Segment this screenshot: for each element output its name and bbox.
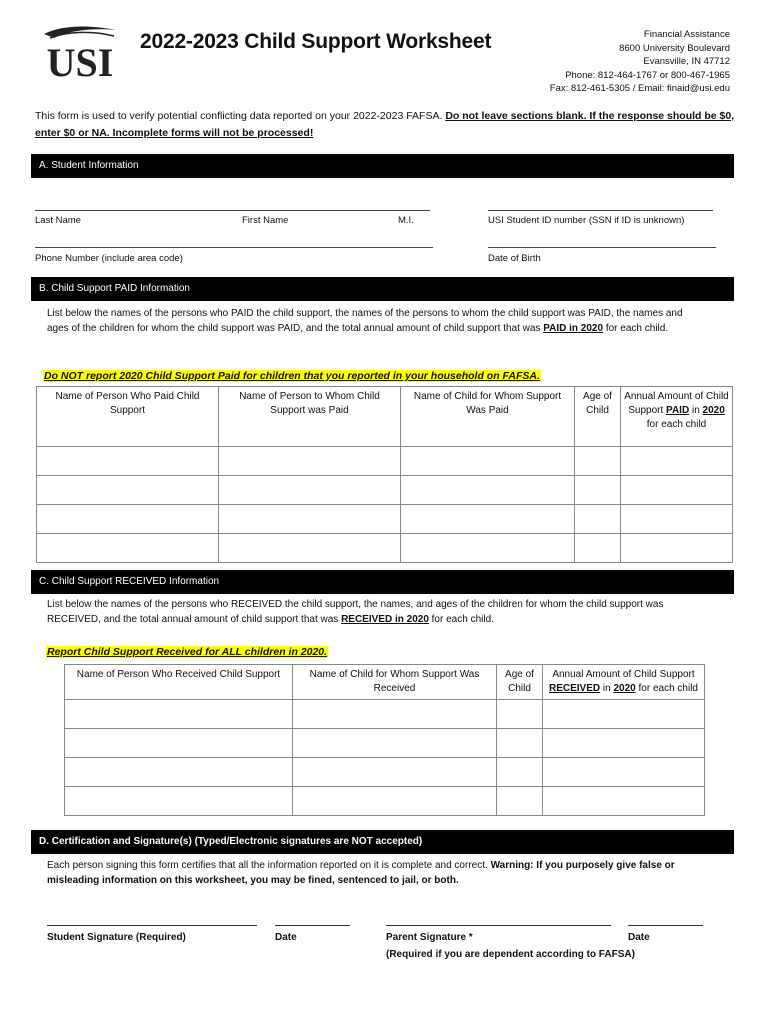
col-child: Name of Child for Whom Support Was Paid [401, 387, 575, 447]
table-cell[interactable] [293, 700, 497, 729]
table-cell[interactable] [219, 476, 401, 505]
table-cell[interactable] [65, 758, 293, 787]
table-cell[interactable] [575, 476, 621, 505]
parent-signature-label: Parent Signature * [386, 932, 473, 943]
mi-label: M.I. [398, 215, 414, 226]
section-c-text: List below the names of the persons who RECEIVED the child support, the names, and ages of the children for whom the child support was RECEIVED, and the total annual amount of child support that was [47, 599, 664, 625]
last-name-label: Last Name [35, 215, 81, 226]
col-amount-year: 2020 [702, 405, 725, 416]
parent-signature-line[interactable] [386, 925, 611, 926]
section-b-instructions [47, 306, 697, 336]
table-header-row [65, 665, 705, 700]
usi-logo [40, 24, 120, 84]
phone-label: Phone Number (include area code) [35, 253, 183, 264]
child-support-paid-table [36, 386, 733, 563]
table-cell[interactable] [401, 505, 575, 534]
table-cell[interactable] [37, 505, 219, 534]
student-date-line[interactable] [275, 925, 350, 926]
section-c-warning [46, 642, 328, 660]
table-cell[interactable] [543, 787, 705, 816]
name-line[interactable] [35, 210, 430, 211]
col-amount [621, 387, 733, 447]
table-cell[interactable] [219, 447, 401, 476]
child-support-received-table [64, 664, 705, 816]
section-b-warning-text: Do NOT report 2020 Child Support Paid for children that you reported in your household on FAFSA. [44, 370, 540, 382]
col-payer: Name of Person Who Paid Child Support [37, 387, 219, 447]
col-recipient: Name of Person Who Received Child Support [65, 665, 293, 700]
table-row [65, 729, 705, 758]
table-cell[interactable] [497, 700, 543, 729]
table-cell[interactable] [65, 729, 293, 758]
table-cell[interactable] [37, 476, 219, 505]
intro-bold: Do not leave sections blank. If the response should be $0, enter $0 or NA. Incomplete forms will not be processed! [35, 110, 735, 139]
table-header-row [37, 387, 733, 447]
section-b-text-end: for each child. [603, 323, 669, 334]
table-cell[interactable] [65, 700, 293, 729]
table-cell[interactable] [401, 447, 575, 476]
table-cell[interactable] [543, 758, 705, 787]
contact-fax-email: Fax: 812-461-5305 / Email: finaid@usi.edu [549, 83, 730, 94]
student-signature-label: Student Signature (Required) [47, 932, 186, 943]
table-cell[interactable] [37, 447, 219, 476]
section-c-text-end: for each child. [428, 614, 494, 625]
table-cell[interactable] [497, 787, 543, 816]
section-c-instructions [47, 597, 697, 627]
table-cell[interactable] [497, 758, 543, 787]
parent-date-label: Date [628, 932, 650, 943]
certification-plain: Each person signing this form certifies that all the information reported on it is complete and correct. [47, 860, 491, 871]
table-cell[interactable] [575, 447, 621, 476]
table-cell[interactable] [65, 787, 293, 816]
table-cell[interactable] [219, 505, 401, 534]
table-cell[interactable] [543, 729, 705, 758]
section-b-warning [43, 366, 541, 384]
table-row [37, 476, 733, 505]
table-row [65, 758, 705, 787]
col-amount-end: for each child [635, 683, 698, 694]
dob-line[interactable] [488, 247, 716, 248]
col-amount [543, 665, 705, 700]
student-signature-line[interactable] [47, 925, 257, 926]
table-cell[interactable] [293, 729, 497, 758]
table-cell[interactable] [621, 505, 733, 534]
contact-info [550, 28, 730, 96]
table-cell[interactable] [575, 505, 621, 534]
table-cell[interactable] [293, 758, 497, 787]
table-cell[interactable] [401, 476, 575, 505]
col-child: Name of Child for Whom Support Was Received [293, 665, 497, 700]
section-d-heading: D. Certification and Signature(s) (Typed/Electronic signatures are NOT accepted) [31, 830, 734, 854]
phone-line[interactable] [35, 247, 433, 248]
col-amount-in: in [689, 405, 703, 416]
table-row [65, 787, 705, 816]
table-cell[interactable] [621, 476, 733, 505]
student-date-label: Date [275, 932, 297, 943]
dob-label: Date of Birth [488, 253, 541, 264]
table-row [65, 700, 705, 729]
table-row [37, 505, 733, 534]
table-cell[interactable] [621, 447, 733, 476]
col-age: Age of Child [575, 387, 621, 447]
section-c-bold: RECEIVED in 2020 [341, 614, 429, 625]
student-id-label: USI Student ID number (SSN if ID is unknown) [488, 215, 685, 226]
col-amount-year: 2020 [613, 683, 636, 694]
section-a-heading: A. Student Information [31, 154, 734, 178]
table-cell[interactable] [575, 534, 621, 563]
student-id-line[interactable] [488, 210, 713, 211]
intro-plain: This form is used to verify potential conflicting data reported on your 2022-2023 FAFSA. [35, 110, 446, 122]
table-cell[interactable] [219, 534, 401, 563]
contact-phone: Phone: 812-464-1767 or 800-467-1965 [565, 69, 730, 81]
table-row [37, 447, 733, 476]
col-amount-received: RECEIVED [549, 683, 601, 694]
contact-city: Evansville, IN 47712 [643, 56, 730, 67]
certification-text [47, 858, 717, 888]
section-c-warning-text: Report Child Support Received for ALL children in 2020. [47, 646, 328, 658]
table-cell[interactable] [401, 534, 575, 563]
section-b-text: List below the names of the persons who PAID the child support, the names of the persons to whom the child support was PAID, the names and ages of the children for whom the child support was PAID, and the total annual amount of child support that was [47, 308, 683, 334]
table-cell[interactable] [37, 534, 219, 563]
certification-warning: Warning: If you purposely give false or misleading information on this worksheet, you may be fined, sentenced to jail, or both. [47, 860, 675, 886]
contact-address: 8600 University Boulevard [619, 42, 730, 54]
section-c-heading: C. Child Support RECEIVED Information [31, 570, 734, 594]
table-cell[interactable] [543, 700, 705, 729]
intro-text [35, 108, 735, 142]
section-b-heading: B. Child Support PAID Information [31, 277, 734, 301]
col-age: Age of Child [497, 665, 543, 700]
col-amount-text: Annual Amount of Child Support [552, 669, 695, 680]
col-amount-paid: PAID [666, 405, 690, 416]
table-cell[interactable] [497, 729, 543, 758]
table-cell[interactable] [621, 534, 733, 563]
col-amount-in: in [600, 683, 614, 694]
col-amount-end: for each child [646, 419, 707, 430]
page-title: 2022-2023 Child Support Worksheet [140, 30, 492, 53]
parent-signature-note: (Required if you are dependent according to FAFSA) [386, 949, 635, 960]
svg-text:USI: USI [46, 40, 114, 84]
first-name-label: First Name [242, 215, 289, 226]
parent-date-line[interactable] [628, 925, 703, 926]
col-amount-text: Annual Amount of Child Support [624, 391, 729, 416]
section-b-bold: PAID in 2020 [543, 323, 604, 334]
table-row [37, 534, 733, 563]
contact-office: Financial Assistance [643, 29, 730, 40]
table-cell[interactable] [293, 787, 497, 816]
col-payee: Name of Person to Whom Child Support was Paid [219, 387, 401, 447]
